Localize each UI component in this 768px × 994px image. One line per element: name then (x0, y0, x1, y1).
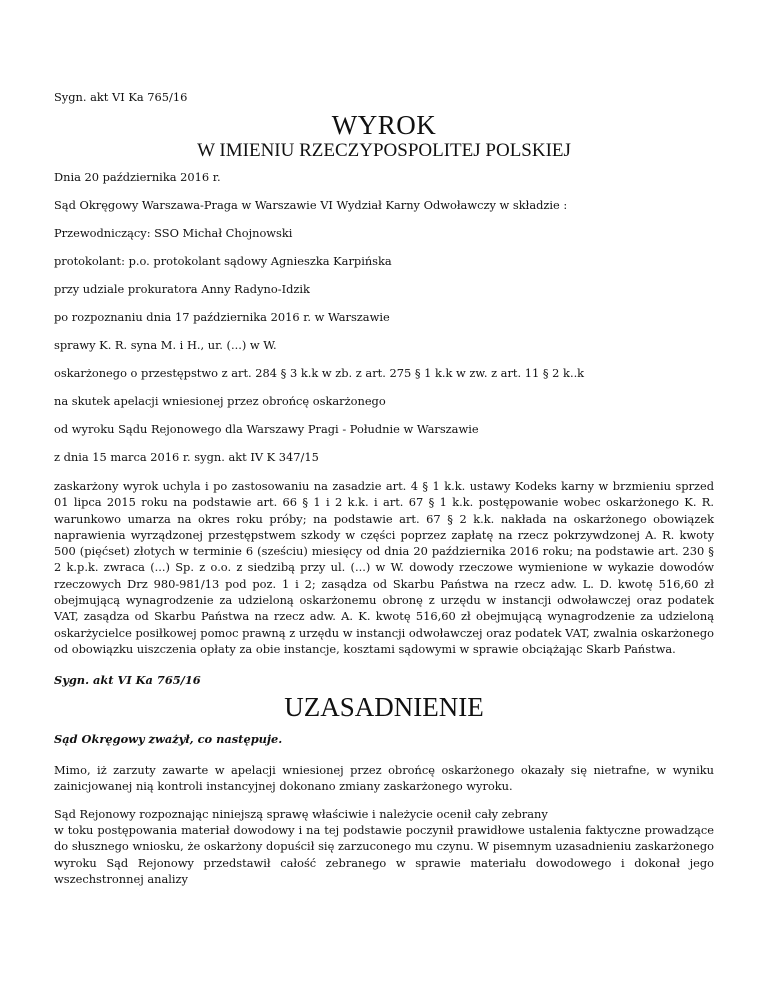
charge-line: oskarżonego o przestępstwo z art. 284 § 3 k.k w zb. z art. 275 § 1 k.k w zw. z art. 11 § 2 k..k (54, 366, 585, 380)
justification-signature: Sygn. akt VI Ka 765/16 (54, 673, 201, 687)
hearing-line: po rozpoznaniu dnia 17 października 2016 r. w Warszawie (54, 310, 390, 324)
judgment-date-line: z dnia 15 marca 2016 r. sygn. akt IV K 347/15 (54, 450, 319, 464)
justification-paragraph-2: w toku postępowania materiał dowodowy i na tej podstawie poczynił prawidłowe ustalenia faktyczne prowadzące do słusznego wniosku, że oskarżony dopuścił się zarzuconego mu czynu. W pisemnym uzasadnieniu zaskarżonego wyroku Sąd Rejonowy przedstawił całość zebranego w sprawie materiału dowodowego i dokonał jego wszechstronnej analizy (54, 823, 714, 886)
from-judgment-line: od wyroku Sądu Rejonowego dla Warszawy Pragi - Południe w Warszawie (54, 422, 479, 436)
clerk-line: protokolant: p.o. protokolant sądowy Agnieszka Karpińska (54, 254, 392, 268)
justification-paragraph-1: Mimo, iż zarzuty zawarte w apelacji wniesionej przez obrońcę oskarżonego okazały się nietrafne, w wyniku zainicjowanej nią kontroli instancyjnej dokonano zmiany zaskarżonego wyroku. (54, 763, 714, 794)
justification-lead: Sąd Okręgowy zważył, co następuje. (54, 732, 283, 746)
ruling-paragraph: zaskarżony wyrok uchyla i po zastosowaniu na zasadzie art. 4 § 1 k.k. ustawy Kodeks karny w brzmieniu sprzed 01 lipca 2015 roku na podstawie art. 66 § 1 i 2 k.k. i art. 67 § 1 k.k. postępowanie wobec oskarżonego K. R. warunkowo umarza na okres roku próby; na podstawie art. 67 § 2 k.k. nakłada na oskarżonego obowiązek naprawienia wyrządzonej przestępstwem szkody w części poprzez zapłatę na rzecz pokrzywdzonej A. R. kwoty 500 (pięćset) złotych w terminie 6 (sześciu) miesięcy od dnia 20 października 2016 roku; na podstawie art. 230 § 2 k.p.k. zwraca (...) Sp. z o.o. z siedzibą przy ul. (...) w W. dowody rzeczowe wymienione w wykazie dowodów rzeczowych Drz 980-981/13 pod poz. 1 i 2; zasądza od Skarbu Państwa na rzecz adw. L. D. kwotę 516,60 zł obejmującą wynagrodzenie za udzieloną oskarżonemu obronę z urzędu w instancji odwoławczej oraz podatek VAT, zasądza od Skarbu Państwa na rzecz adw. A. K. kwotę 516,60 zł obejmującą wynagrodzenie za udzieloną oskarżycielce posiłkowej pomoc prawną z urzędu w instancji odwoławczej oraz podatek VAT, zwalnia oskarżonego od obowiązku uiszczenia opłaty za obie instancje, kosztami sądowymi w sprawie obciążając Skarb Państwa. (54, 479, 714, 656)
date-line: Dnia 20 października 2016 r. (54, 170, 221, 184)
appeal-line: na skutek apelacji wniesionej przez obrońcę oskarżonego (54, 394, 386, 408)
case-signature: Sygn. akt VI Ka 765/16 (54, 90, 188, 104)
case-line: sprawy K. R. syna M. i H., ur. (...) w W. (54, 338, 277, 352)
justification-paragraph-2-first-line: Sąd Rejonowy rozpoznając niniejszą sprawę właściwie i należycie ocenił cały zebrany (54, 807, 548, 821)
court-line: Sąd Okręgowy Warszawa-Praga w Warszawie VI Wydział Karny Odwoławczy w składzie : (54, 198, 568, 212)
prosecutor-line: przy udziale prokuratora Anny Radyno-Idzik (54, 282, 310, 296)
document-title: WYROK (331, 110, 437, 140)
justification-title: UZASADNIENIE (284, 692, 484, 722)
document-subtitle: W IMIENIU RZECZYPOSPOLITEJ POLSKIEJ (197, 140, 571, 161)
chair-line: Przewodniczący: SSO Michał Chojnowski (54, 226, 293, 240)
